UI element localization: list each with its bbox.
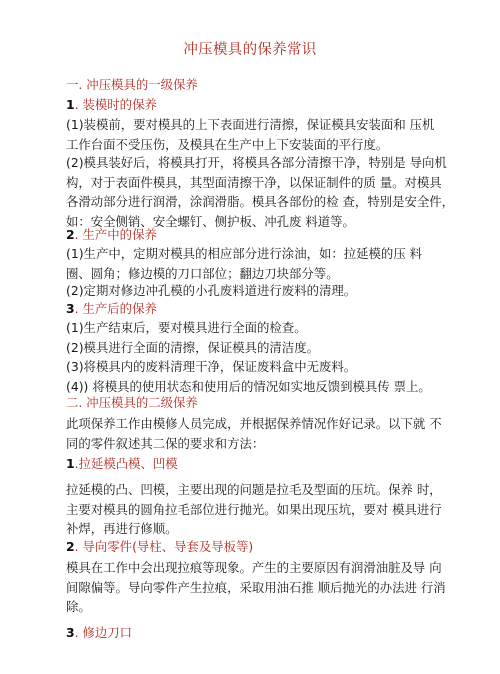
text-line: 补焊，再进行修顺。 — [66, 521, 178, 536]
text-line: (1)生产中，定期对模具的相应部分进行涂油，如：拉延模的压 料 — [66, 246, 423, 261]
list-item: (2)模具进行全面的清擦，保证模具的清洁度。 — [66, 339, 319, 355]
subheading-2-1 — [66, 456, 178, 472]
paragraph-1-2-1 — [66, 244, 446, 283]
text-line: (1)装模前，要对模具的上下表面进行清擦，保证模具安装面和 压机 — [66, 117, 435, 132]
text-line: (2)模具装好后，将模具打开，将模具各部分清擦干净，特别是 导向机 — [66, 155, 447, 170]
list-item: (3)将模具内的废料清理干净，保证废料盒中无废料。 — [66, 359, 357, 374]
subheading-1-1 — [66, 97, 157, 113]
paragraph-2-intro — [66, 414, 446, 453]
subheading-1-2 — [66, 227, 157, 243]
section-heading-2: 二. 冲压模具的二级保养 — [66, 395, 198, 410]
page-title: 冲压模具的保养常识 — [183, 42, 317, 58]
subheading-label: . 修边刀口 — [74, 625, 133, 640]
subheading-number: 2 — [66, 227, 75, 242]
text-line: 构，对于表面件模具，其型面清擦干净，以保证制件的质 量。对模具 — [66, 174, 442, 190]
subheading-1-3 — [66, 301, 157, 317]
text-line: 如：安全侧销、安全螺钉、侧护板、冲孔废 料道等。 — [66, 213, 355, 229]
text-line: 各滑动部分进行润滑，涂润滑脂。模具各部份的检 查，特别是安全件， — [66, 194, 455, 209]
paragraph-2-2 — [66, 558, 446, 617]
text-line: 除。 — [66, 599, 91, 614]
subheading-label: . 导向零件(导柱、导套及导板等) — [74, 539, 254, 554]
section-heading-1: 一. 冲压模具的一级保养 — [66, 77, 198, 92]
list-item: (1)生产结束后，要对模具进行全面的检查。 — [66, 320, 307, 335]
list-1-3 — [66, 318, 446, 396]
subheading-label: . 装模时的保养 — [74, 97, 157, 112]
subheading-2-3 — [66, 625, 132, 641]
text-line: 工作台面不受压伤，及模具在生产中上下安装面的平行度。 — [66, 136, 389, 152]
text-line: 主要对模具的圆角拉毛部位进行抛光。如果出现压坑，要对 模具进行 — [66, 501, 442, 517]
paragraph-2-1 — [66, 480, 446, 539]
text-line: 拉延模的凸、凹模，主要出现的问题是拉毛及型面的压坑。保养 时， — [66, 482, 442, 497]
paragraph-1-1-1 — [66, 115, 446, 154]
list-item: (4)) 将模具的使用状态和使用后的情况如实地反馈到模具传 票上。 — [66, 378, 431, 394]
text-line: 圈、圆角；修边模的刀口部位；翻边刀块部分等。 — [66, 265, 339, 281]
text-line: 同的零件叙述其二保的要求和方法： — [66, 435, 265, 451]
text-line: (2)定期对修边冲孔模的小孔废料道进行废料的清理。 — [66, 283, 357, 298]
text-line: 模具在工作中会出现拉痕等现象。产生的主要原因有润滑油脏及导 向 — [66, 560, 442, 575]
subheading-number: 1 — [66, 97, 75, 112]
paragraph-1-2-2 — [66, 281, 446, 301]
subheading-number: 3 — [66, 301, 75, 316]
subheading-label: .拉延模凸模、凹模 — [74, 456, 178, 471]
subheading-label: . 生产后的保养 — [74, 301, 157, 316]
text-line: 此项保养工作由模修人员完成，并根据保养情况作好记录。以下就 不 — [66, 416, 442, 431]
subheading-number: 3 — [66, 625, 75, 640]
subheading-number: 2 — [66, 539, 75, 554]
paragraph-1-1-2 — [66, 153, 455, 231]
subheading-number: 1 — [66, 456, 75, 471]
subheading-2-2 — [66, 539, 253, 555]
subheading-label: . 生产中的保养 — [74, 227, 157, 242]
text-line: 间隙偏等。导向零件产生拉痕，采取用油石推 顺后抛光的办法进 行消 — [66, 579, 446, 595]
